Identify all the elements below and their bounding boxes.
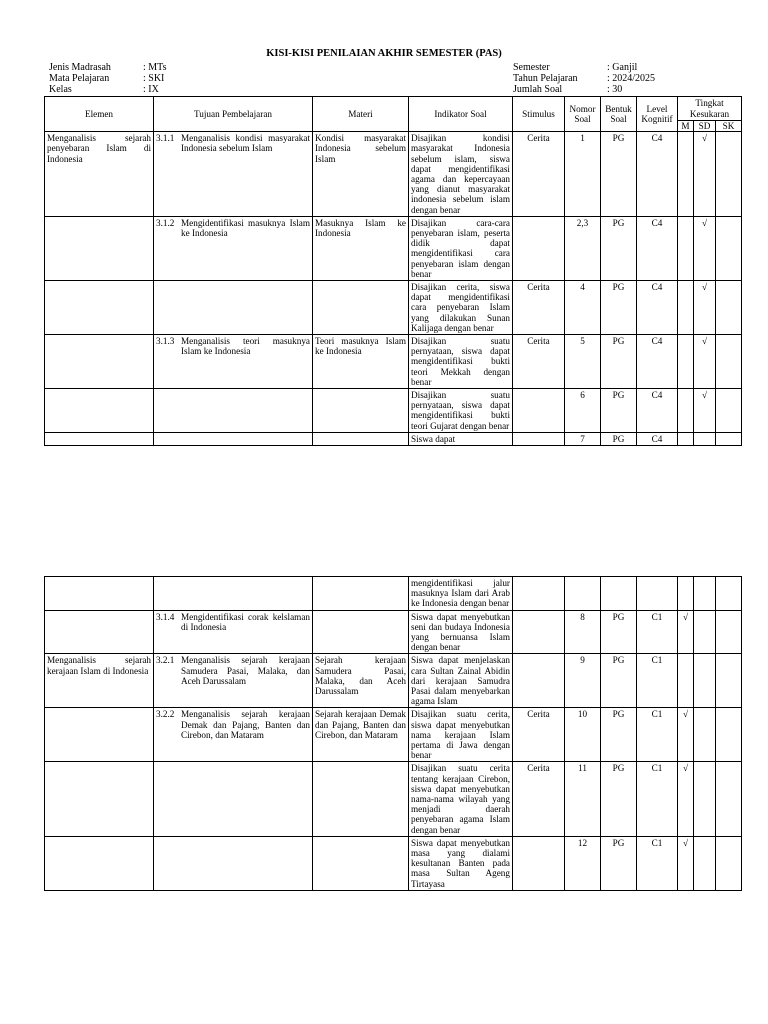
cell-stimulus [513, 610, 565, 654]
header-tingkat: Tingkat Kesukaran [678, 97, 742, 121]
meta-right [513, 62, 655, 95]
cell-tujuan [154, 762, 313, 836]
cell-level: C1 [637, 762, 678, 836]
cell-sk [716, 216, 742, 280]
table-row [45, 762, 742, 836]
meta-value: : Ganjil [607, 62, 638, 73]
cell-indikator: Disajikan suatu cerita, siswa dapat menyebutkan nama kerajaan Islam pertama di Jawa dengan benar [409, 708, 513, 762]
table-row [45, 281, 742, 335]
document-title: KISI-KISI PENILAIAN AKHIR SEMESTER (PAS) [266, 48, 502, 59]
cell-bentuk: PG [601, 335, 637, 389]
cell-stimulus [513, 389, 565, 433]
tujuan-text: Menganalisis sejarah kerajaan Samudera Pasai, Malaka, dan Aceh Darussalam [181, 655, 310, 686]
cell-bentuk: PG [601, 389, 637, 433]
cell-sd [694, 762, 716, 836]
tujuan-number: 3.2.1 [156, 655, 175, 666]
cell-nomor: 8 [565, 610, 601, 654]
cell-bentuk: PG [601, 836, 637, 890]
cell-elemen [45, 836, 154, 890]
cell-materi [313, 281, 409, 335]
cell-m [678, 432, 694, 445]
cell-materi [313, 389, 409, 433]
cell-indikator: Disajikan suatu pernyataan, siswa dapat mengidentifikasi bukti teori Mekkah dengan benar [409, 335, 513, 389]
cell-indikator: Siswa dapat menjelaskan cara Sultan Zainal Abidin dari kerajaan Samudra Pasai dalam menyebarkan agama Islam [409, 654, 513, 708]
header-bentuk: Bentuk Soal [601, 97, 637, 132]
grid-table-page-1 [44, 96, 742, 446]
table-body-page-2 [45, 577, 742, 891]
cell-level: C4 [637, 432, 678, 445]
cell-sd [694, 708, 716, 762]
grid-table-page-2 [44, 576, 742, 891]
cell-level: C1 [637, 708, 678, 762]
cell-materi [313, 432, 409, 445]
table-row [45, 335, 742, 389]
cell-materi [313, 762, 409, 836]
cell-nomor [565, 577, 601, 611]
tujuan-text: Menganalisis sejarah kerajaan Demak dan Pajang, Banten dan Cirebon, dan Mataram [181, 709, 310, 740]
cell-bentuk: PG [601, 762, 637, 836]
table-row [45, 577, 742, 611]
meta-value: : IX [143, 84, 159, 95]
cell-tujuan [154, 610, 313, 654]
cell-m [678, 577, 694, 611]
meta-label: Semester [513, 62, 550, 73]
cell-indikator: Disajikan cerita, siswa dapat mengidentifikasi cara penyebaran Islam yang dilakukan Sunan Kalijaga dengan benar [409, 281, 513, 335]
cell-bentuk: PG [601, 132, 637, 217]
cell-stimulus: Cerita [513, 762, 565, 836]
cell-sd [694, 654, 716, 708]
cell-indikator: Siswa dapat [409, 432, 513, 445]
cell-tujuan [154, 335, 313, 389]
header-materi: Materi [313, 97, 409, 132]
cell-tujuan [154, 281, 313, 335]
meta-label: Jumlah Soal [513, 84, 563, 95]
cell-tujuan [154, 432, 313, 445]
cell-elemen [45, 335, 154, 389]
tujuan-text: Mengidentifikasi corak kelslaman di Indonesia [181, 611, 310, 632]
cell-elemen: Menganalisis sejarah kerajaan Islam di Indonesia [45, 654, 154, 708]
cell-nomor: 10 [565, 708, 601, 762]
cell-elemen [45, 577, 154, 611]
cell-level: C4 [637, 132, 678, 217]
cell-sd [694, 432, 716, 445]
cell-nomor: 12 [565, 836, 601, 890]
cell-sd: √ [694, 132, 716, 217]
cell-bentuk: PG [601, 708, 637, 762]
tujuan-number: 3.1.1 [156, 133, 175, 144]
meta-left [49, 62, 166, 95]
cell-level [637, 577, 678, 611]
cell-materi: Kondisi masyarakat Indonesia sebelum Islam [313, 132, 409, 217]
cell-bentuk [601, 577, 637, 611]
cell-m [678, 654, 694, 708]
cell-nomor: 5 [565, 335, 601, 389]
cell-indikator: Disajikan suatu pernyataan, siswa dapat mengidentifikasi bukti teori Gujarat dengan benar [409, 389, 513, 433]
cell-stimulus [513, 577, 565, 611]
cell-m: √ [678, 836, 694, 890]
cell-bentuk: PG [601, 432, 637, 445]
cell-sk [716, 389, 742, 433]
tujuan-number: 3.2.2 [156, 709, 175, 720]
cell-sd [694, 610, 716, 654]
meta-value: : MTs [143, 62, 167, 73]
cell-sk [716, 335, 742, 389]
header-tujuan: Tujuan Pembelajaran [154, 97, 313, 132]
cell-level: C4 [637, 216, 678, 280]
header-nomor: Nomor Soal [565, 97, 601, 132]
cell-elemen [45, 389, 154, 433]
table-row [45, 708, 742, 762]
cell-stimulus [513, 654, 565, 708]
cell-elemen [45, 432, 154, 445]
cell-bentuk: PG [601, 610, 637, 654]
table-row [45, 610, 742, 654]
header-sk: SK [716, 121, 742, 132]
cell-materi [313, 836, 409, 890]
header-sd: SD [694, 121, 716, 132]
cell-tujuan [154, 708, 313, 762]
header-elemen: Elemen [45, 97, 154, 132]
cell-m: √ [678, 610, 694, 654]
cell-sk [716, 762, 742, 836]
tujuan-number: 3.1.2 [156, 217, 175, 228]
cell-sk [716, 432, 742, 445]
cell-elemen [45, 281, 154, 335]
cell-nomor: 11 [565, 762, 601, 836]
cell-m [678, 132, 694, 217]
cell-sk [716, 836, 742, 890]
cell-stimulus [513, 836, 565, 890]
meta-value: : SKI [143, 73, 165, 84]
cell-indikator: Disajikan kondisi masyarakat Indonesia sebelum islam, siswa dapat mengidentifikasi agama dan kepercayaan yang dianut masyarakat indonesia sebelum islam dengan benar [409, 132, 513, 217]
cell-bentuk: PG [601, 281, 637, 335]
cell-materi: Sejarah kerajaan Demak dan Pajang, Banten dan Cirebon, dan Mataram [313, 708, 409, 762]
cell-stimulus: Cerita [513, 335, 565, 389]
cell-sk [716, 132, 742, 217]
cell-level: C4 [637, 281, 678, 335]
cell-m [678, 216, 694, 280]
cell-materi: Sejarah kerajaan Samudera Pasai, Malaka, dan Aceh Darussalam [313, 654, 409, 708]
meta-value: : 2024/2025 [607, 73, 656, 84]
table-row [45, 432, 742, 445]
cell-sk [716, 577, 742, 611]
cell-stimulus: Cerita [513, 708, 565, 762]
cell-sd: √ [694, 389, 716, 433]
cell-stimulus: Cerita [513, 281, 565, 335]
table-row [45, 132, 742, 217]
meta-label: Jenis Madrasah [49, 62, 111, 73]
cell-indikator: Disajikan suatu cerita tentang kerajaan Cirebon, siswa dapat menyebutkan nama-nama wilayah yang menjadi daerah penyebaran agama Islam dengan benar [409, 762, 513, 836]
header-indikator: Indikator Soal [409, 97, 513, 132]
cell-stimulus [513, 432, 565, 445]
cell-materi [313, 610, 409, 654]
meta-value: : 30 [607, 84, 623, 95]
table-body-page-1 [45, 132, 742, 446]
cell-stimulus [513, 216, 565, 280]
cell-sk [716, 654, 742, 708]
cell-nomor: 9 [565, 654, 601, 708]
cell-sd: √ [694, 281, 716, 335]
cell-elemen [45, 610, 154, 654]
cell-level: C1 [637, 836, 678, 890]
cell-materi [313, 577, 409, 611]
cell-m [678, 281, 694, 335]
table-row [45, 389, 742, 433]
cell-sk [716, 610, 742, 654]
cell-sk [716, 708, 742, 762]
cell-tujuan [154, 654, 313, 708]
cell-m: √ [678, 708, 694, 762]
header-m: M [678, 121, 694, 132]
meta-label: Tahun Pelajaran [513, 73, 578, 84]
table-row [45, 216, 742, 280]
cell-sd [694, 836, 716, 890]
meta-label: Kelas [49, 84, 72, 95]
cell-indikator: Disajikan cara-cara penyebaran islam, peserta didik dapat mengidentifikasi cara penyebaran islam dengan benar [409, 216, 513, 280]
table-row [45, 654, 742, 708]
tujuan-text: Mengidentifikasi masuknya Islam ke Indonesia [181, 217, 310, 239]
cell-tujuan [154, 577, 313, 611]
cell-elemen [45, 216, 154, 280]
cell-tujuan [154, 216, 313, 280]
cell-nomor: 1 [565, 132, 601, 217]
table-row [45, 836, 742, 890]
cell-materi: Teori masuknya Islam ke Indonesia [313, 335, 409, 389]
header-stimulus: Stimulus [513, 97, 565, 132]
cell-tujuan [154, 836, 313, 890]
tujuan-number: 3.1.3 [156, 336, 175, 347]
cell-indikator: mengidentifikasi jalur masuknya Islam dari Arab ke Indonesia dengan benar [409, 577, 513, 611]
cell-elemen [45, 762, 154, 836]
cell-tujuan [154, 389, 313, 433]
cell-materi: Masuknya Islam ke Indonesia [313, 216, 409, 280]
header-level: Level Kognitif [637, 97, 678, 132]
cell-nomor: 4 [565, 281, 601, 335]
cell-elemen [45, 708, 154, 762]
cell-level: C4 [637, 335, 678, 389]
cell-nomor: 6 [565, 389, 601, 433]
tujuan-text: Menganalisis teori masuknya Islam ke Indonesia [181, 336, 310, 357]
cell-sk [716, 281, 742, 335]
cell-m [678, 335, 694, 389]
cell-bentuk: PG [601, 654, 637, 708]
cell-sd [694, 577, 716, 611]
cell-sd: √ [694, 216, 716, 280]
cell-m [678, 389, 694, 433]
cell-stimulus: Cerita [513, 132, 565, 217]
cell-level: C4 [637, 389, 678, 433]
cell-level: C1 [637, 610, 678, 654]
cell-bentuk: PG [601, 216, 637, 280]
tujuan-number: 3.1.4 [156, 611, 175, 622]
cell-elemen: Menganalisis sejarah penyebaran Islam di Indonesia [45, 132, 154, 217]
cell-m: √ [678, 762, 694, 836]
cell-indikator: Siswa dapat menyebutkan masa yang dialami kesultanan Banten pada masa Sultan Ageng Tirtayasa [409, 836, 513, 890]
cell-level: C1 [637, 654, 678, 708]
cell-indikator: Siswa dapat menyebutkan seni dan budaya Indonesia yang bernuansa Islam dengan benar [409, 610, 513, 654]
cell-nomor: 7 [565, 432, 601, 445]
cell-nomor: 2,3 [565, 216, 601, 280]
cell-tujuan [154, 132, 313, 217]
tujuan-text: Menganalisis kondisi masyarakat Indonesia sebelum Islam [181, 133, 310, 154]
meta-label: Mata Pelajaran [49, 73, 110, 84]
cell-sd: √ [694, 335, 716, 389]
